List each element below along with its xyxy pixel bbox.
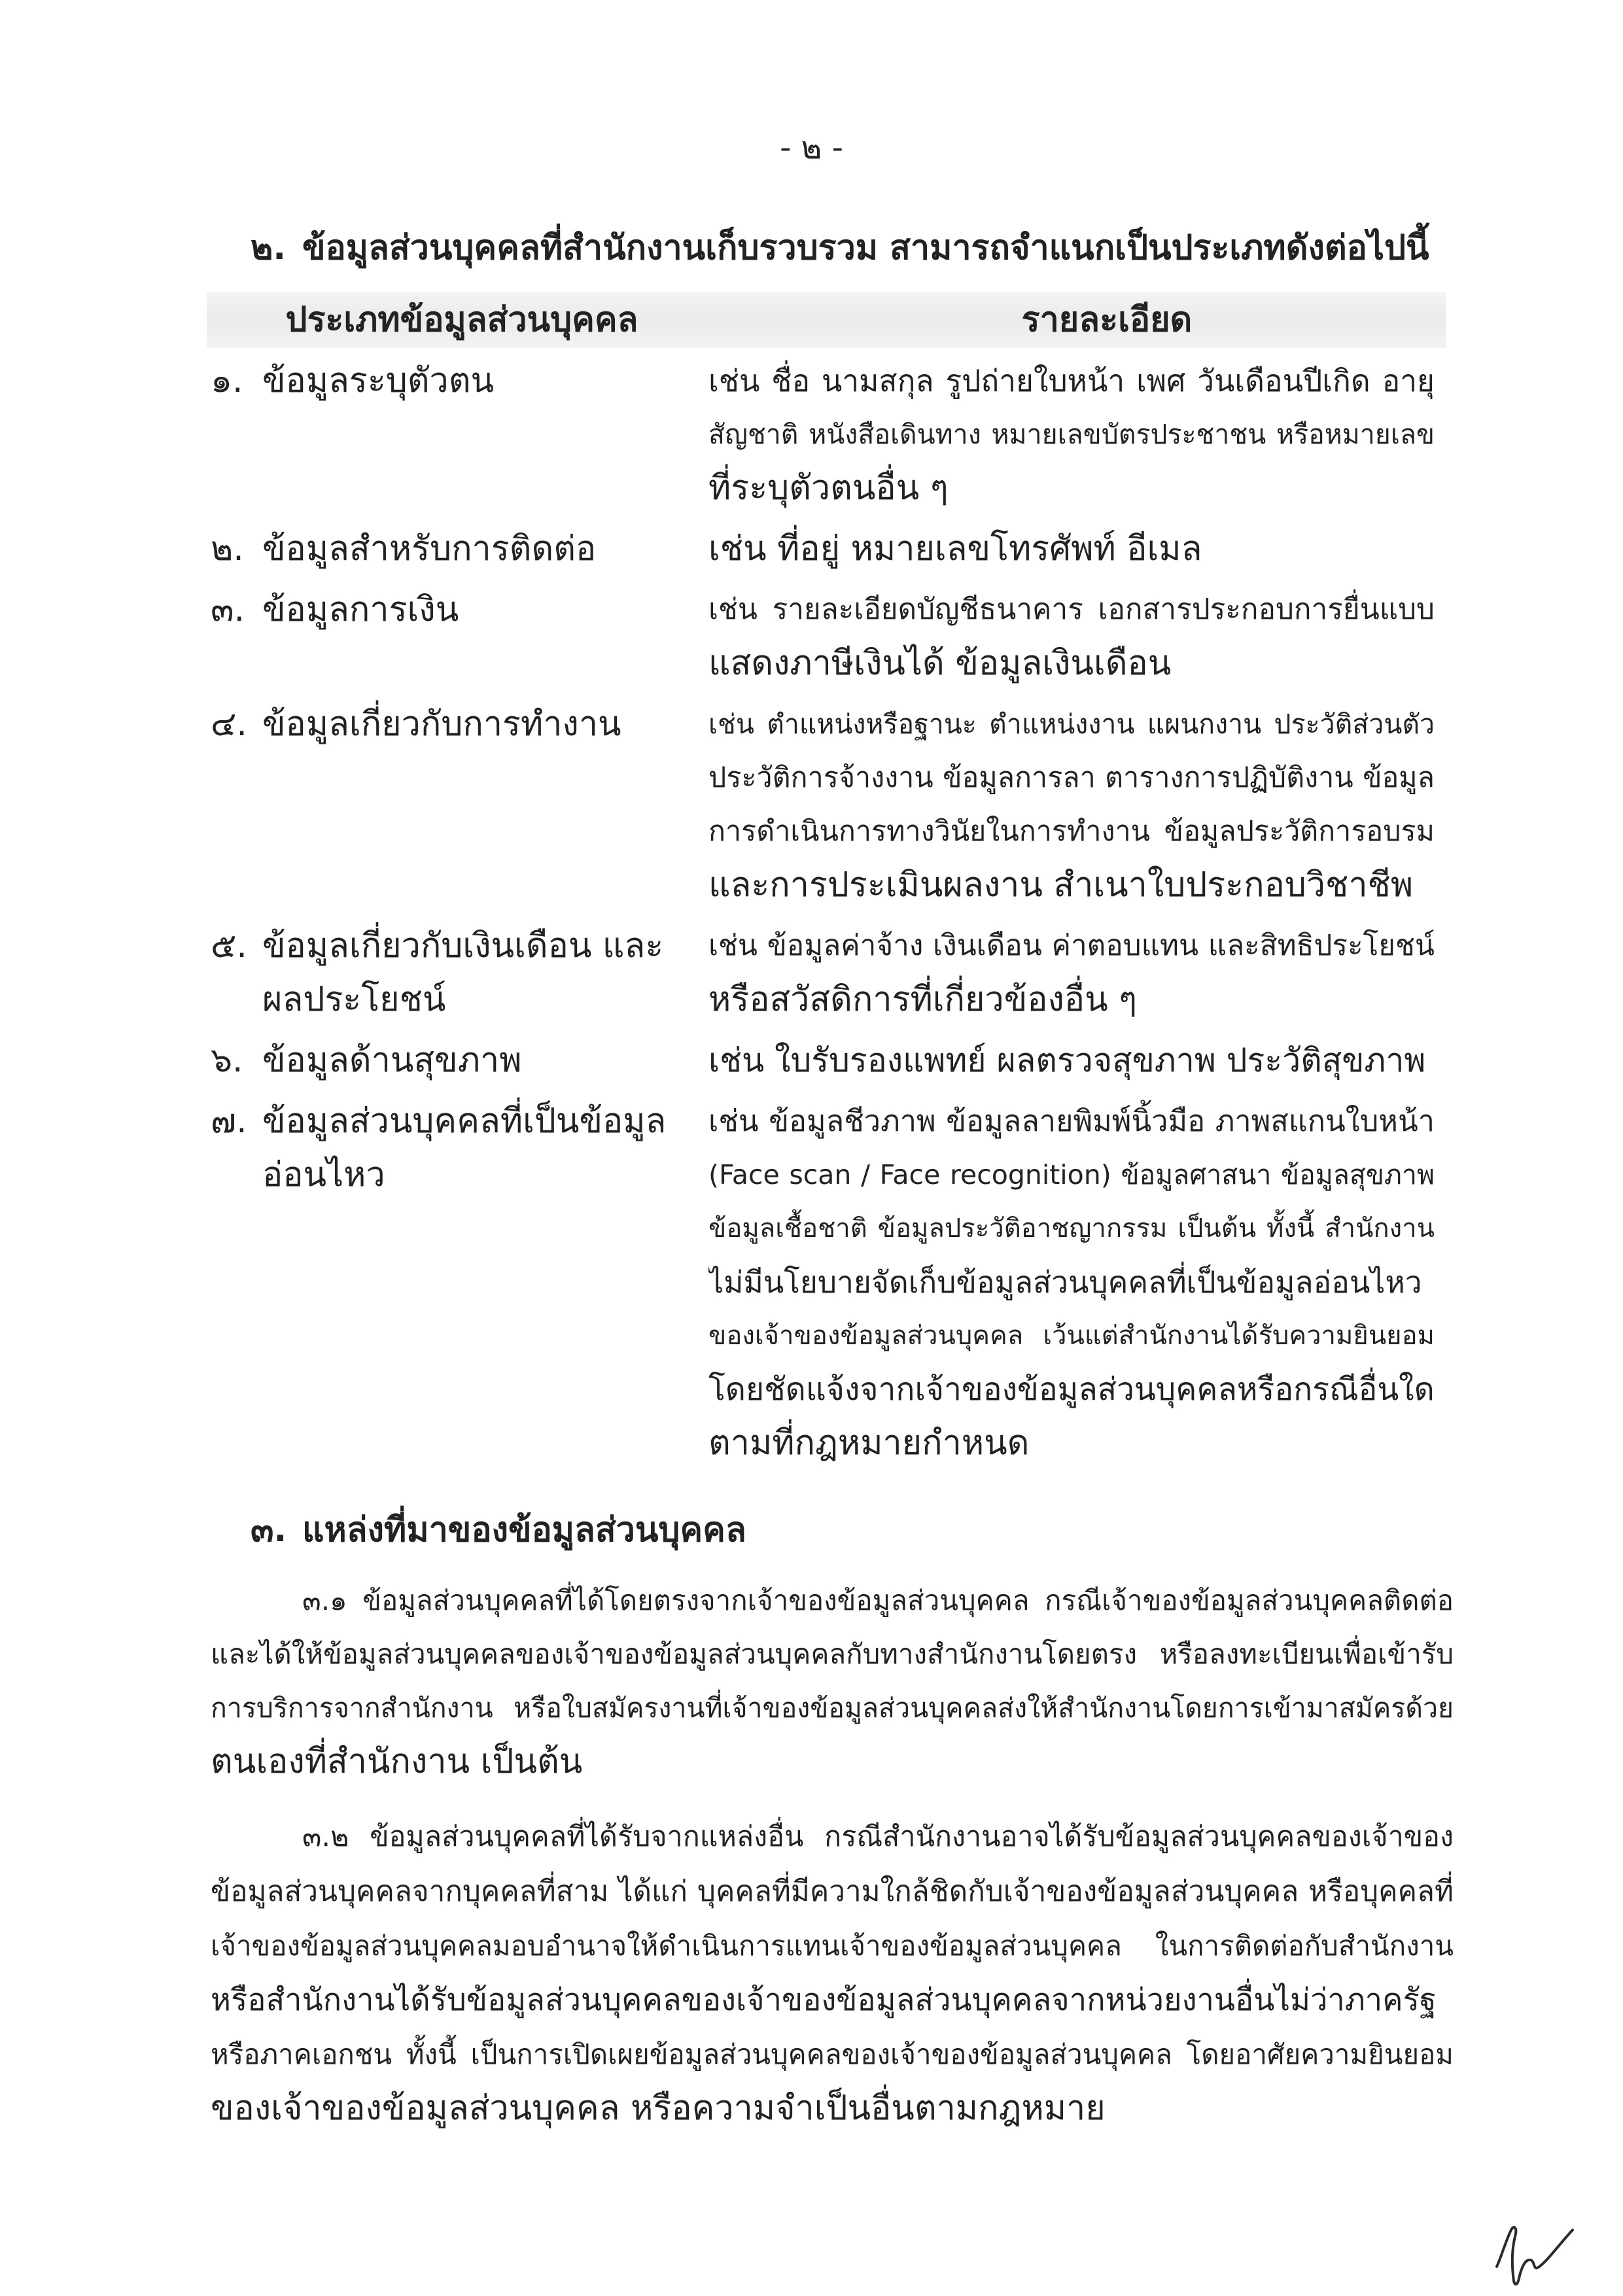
detail-line: ตามที่กฎหมายกำหนด bbox=[708, 1423, 1030, 1463]
paragraph-line: และได้ให้ข้อมูลส่วนบุคคลของเจ้าของข้อมูลส่วนบุคคลกับทางสำนักงานโดยตรง หรือลงทะเบียนเพื่อเข้ารับ bbox=[211, 1638, 1454, 1670]
row-number: ๕. bbox=[211, 926, 247, 965]
header-detail: รายละเอียด bbox=[1021, 300, 1193, 339]
handwritten-signature bbox=[1492, 2221, 1577, 2289]
detail-line: โดยชัดแจ้งจากเจ้าของข้อมูลส่วนบุคคลหรือกรณีอื่นใด bbox=[708, 1371, 1435, 1408]
paragraph-line: เจ้าของข้อมูลส่วนบุคคลมอบอำนาจให้ดำเนินการแทนเจ้าของข้อมูลส่วนบุคคล ในการติดต่อกับสำนักงาน bbox=[211, 1930, 1454, 1962]
detail-line: เช่น ข้อมูลค่าจ้าง เงินเดือน ค่าตอบแทน และสิทธิประโยชน์ bbox=[708, 929, 1435, 962]
data-type-line: ข้อมูลระบุตัวตน bbox=[262, 361, 495, 400]
row-number: ๑. bbox=[211, 361, 243, 400]
detail-line: เช่น ที่อยู่ หมายเลขโทรศัพท์ อีเมล bbox=[708, 529, 1202, 568]
data-type-cell bbox=[262, 583, 708, 690]
page-number: - ๒ - bbox=[780, 130, 843, 166]
table-row bbox=[207, 1094, 1446, 1470]
table-row bbox=[207, 697, 1446, 912]
section-2-number: ๒. bbox=[251, 228, 287, 268]
data-type-line: ข้อมูลการเงิน bbox=[262, 590, 459, 629]
row-number: ๒. bbox=[211, 529, 244, 568]
data-type-cell bbox=[262, 919, 708, 1026]
data-type-cell bbox=[262, 1034, 708, 1087]
data-type-cell bbox=[262, 354, 708, 515]
paragraph-line: ของเจ้าของข้อมูลส่วนบุคคล หรือความจำเป็นอื่นตามกฎหมาย bbox=[211, 2089, 1106, 2128]
paragraph-line: ๓.๒ ข้อมูลส่วนบุคคลที่ได้รับจากแหล่งอื่น กรณีสำนักงานอาจได้รับข้อมูลส่วนบุคคลของเจ้าของ bbox=[302, 1820, 1454, 1853]
detail-line: และการประเมินผลงาน สำเนาใบประกอบวิชาชีพ bbox=[708, 865, 1414, 905]
paragraph-line: ๓.๑ ข้อมูลส่วนบุคคลที่ได้โดยตรงจากเจ้าของข้อมูลส่วนบุคคล กรณีเจ้าของข้อมูลส่วนบุคคลติดต่อ bbox=[302, 1584, 1454, 1616]
row-number: ๓. bbox=[211, 590, 245, 629]
detail-line: ที่ระบุตัวตนอื่น ๆ bbox=[708, 468, 949, 508]
detail-line: (Face scan / Face recognition) ข้อมูลศาสนา ข้อมูลสุขภาพ bbox=[708, 1159, 1435, 1191]
data-type-cell bbox=[262, 697, 708, 912]
detail-line: ของเจ้าของข้อมูลส่วนบุคคล เว้นแต่สำนักงานได้รับความยินยอม bbox=[708, 1321, 1435, 1351]
detail-cell bbox=[708, 522, 1435, 576]
detail-line: เช่น รายละเอียดบัญชีธนาคาร เอกสารประกอบการยื่นแบบ bbox=[708, 593, 1435, 626]
section-2-title: ข้อมูลส่วนบุคคลที่สำนักงานเก็บรวบรวม สามารถจำแนกเป็นประเภทดังต่อไปนี้ bbox=[302, 228, 1429, 268]
section-3-number: ๓. bbox=[251, 1510, 287, 1550]
data-type-line: ข้อมูลเกี่ยวกับการทำงาน bbox=[262, 704, 621, 744]
section-3-title: แหล่งที่มาของข้อมูลส่วนบุคคล bbox=[302, 1510, 746, 1550]
detail-line: การดำเนินการทางวินัยในการทำงาน ข้อมูลประวัติการอบรม bbox=[708, 815, 1435, 848]
paragraph-line: หรือสำนักงานได้รับข้อมูลส่วนบุคคลของเจ้าของข้อมูลส่วนบุคคลจากหน่วยงานอื่นไม่ว่าภาครัฐ bbox=[211, 1982, 1437, 2018]
detail-line: ข้อมูลเชื้อชาติ ข้อมูลประวัติอาชญากรรม เป็นต้น ทั้งนี้ สำนักงาน bbox=[708, 1213, 1435, 1244]
detail-line: ประวัติการจ้างงาน ข้อมูลการลา ตารางการปฏิบัติงาน ข้อมูล bbox=[708, 761, 1435, 794]
data-type-cell bbox=[262, 522, 708, 576]
detail-line: สัญชาติ หนังสือเดินทาง หมายเลขบัตรประชาชน หรือหมายเลข bbox=[708, 419, 1435, 450]
detail-cell bbox=[708, 354, 1435, 515]
table-row bbox=[207, 919, 1446, 1026]
data-type-line: ข้อมูลด้านสุขภาพ bbox=[262, 1041, 522, 1080]
paragraph-line: ตนเองที่สำนักงาน เป็นต้น bbox=[211, 1742, 583, 1781]
paragraph-line: หรือภาคเอกชน ทั้งนี้ เป็นการเปิดเผยข้อมูลส่วนบุคคลของเจ้าของข้อมูลส่วนบุคคล โดยอาศัยความยินยอม bbox=[211, 2038, 1454, 2070]
table-row bbox=[207, 354, 1446, 515]
section-3-heading bbox=[251, 1503, 1454, 1557]
detail-line: ไม่มีนโยบายจัดเก็บข้อมูลส่วนบุคคลที่เป็นข้อมูลอ่อนไหว bbox=[708, 1264, 1422, 1300]
data-type-line: อ่อนไหว bbox=[262, 1155, 385, 1194]
header-data-type: ประเภทข้อมูลส่วนบุคคล bbox=[285, 300, 638, 339]
detail-cell bbox=[708, 1034, 1435, 1087]
detail-cell bbox=[708, 1094, 1435, 1470]
personal-data-types-table bbox=[207, 292, 1446, 1477]
detail-cell bbox=[708, 697, 1435, 912]
data-type-line: ข้อมูลเกี่ยวกับเงินเดือน และ bbox=[262, 926, 664, 965]
detail-cell bbox=[708, 583, 1435, 690]
detail-line: แสดงภาษีเงินได้ ข้อมูลเงินเดือน bbox=[708, 644, 1172, 683]
table-row bbox=[207, 583, 1446, 690]
section-2-heading bbox=[251, 221, 1454, 275]
row-number: ๖. bbox=[211, 1041, 243, 1080]
table-row bbox=[207, 522, 1446, 576]
paragraph-3-1 bbox=[211, 1574, 1454, 1788]
detail-line: เช่น ตำแหน่งหรือฐานะ ตำแหน่งงาน แผนกงาน ประวัติส่วนตัว bbox=[708, 708, 1435, 740]
table-row bbox=[207, 1034, 1446, 1087]
row-number: ๔. bbox=[211, 704, 247, 744]
detail-cell bbox=[708, 919, 1435, 1026]
detail-line: เช่น ใบรับรองแพทย์ ผลตรวจสุขภาพ ประวัติสุขภาพ bbox=[708, 1041, 1426, 1079]
data-type-cell bbox=[262, 1094, 708, 1470]
detail-line: เช่น ชื่อ นามสกุล รูปถ่ายใบหน้า เพศ วันเดือนปีเกิด อายุ bbox=[708, 363, 1435, 398]
paragraph-line: ข้อมูลส่วนบุคคลจากบุคคลที่สาม ได้แก่ บุคคลที่มีความใกล้ชิดกับเจ้าของข้อมูลส่วนบุคคล หรือบุคคลที่ bbox=[211, 1875, 1454, 1908]
row-number: ๗. bbox=[211, 1102, 247, 1141]
data-type-line: ผลประโยชน์ bbox=[262, 980, 446, 1019]
paragraph-3-2 bbox=[211, 1810, 1454, 2136]
paragraph-line: การบริการจากสำนักงาน หรือใบสมัครงานที่เจ้าของข้อมูลส่วนบุคคลส่งให้สำนักงานโดยการเข้ามาสมัครด้วย bbox=[211, 1692, 1454, 1724]
data-type-line: ข้อมูลส่วนบุคคลที่เป็นข้อมูล bbox=[262, 1102, 667, 1141]
detail-line: เช่น ข้อมูลชีวภาพ ข้อมูลลายพิมพ์นิ้วมือ ภาพสแกนใบหน้า bbox=[708, 1104, 1435, 1138]
data-type-line: ข้อมูลสำหรับการติดต่อ bbox=[262, 529, 597, 568]
detail-line: หรือสวัสดิการที่เกี่ยวข้องอื่น ๆ bbox=[708, 980, 1138, 1019]
table-header bbox=[207, 292, 1446, 348]
